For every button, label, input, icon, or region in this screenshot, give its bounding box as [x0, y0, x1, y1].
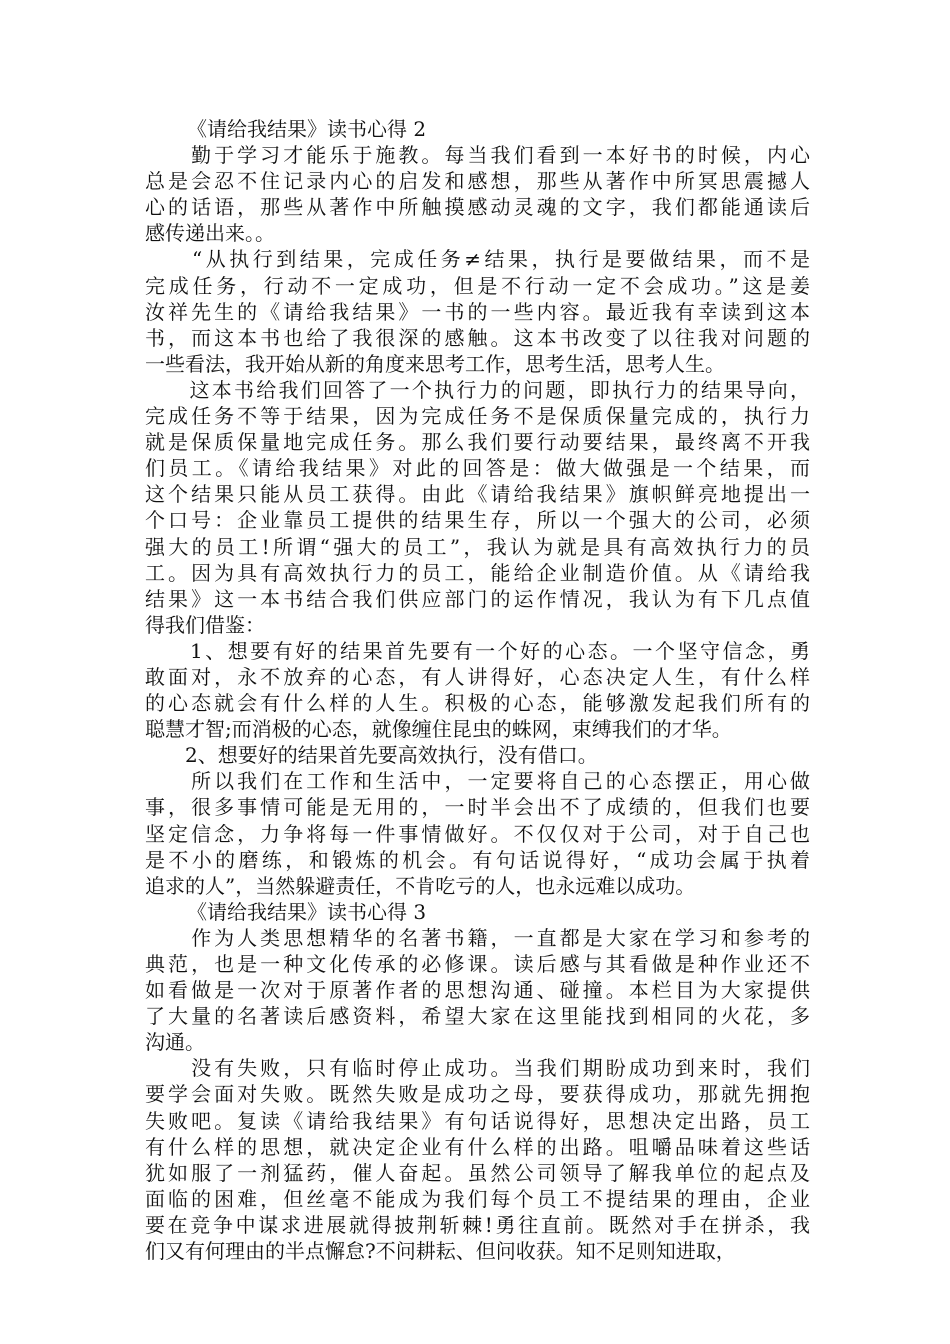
- text-line: 就是保质保量地完成任务。那么我们要行动要结果，最终离不开我: [145, 430, 810, 455]
- text-line: 事，很多事情可能是无用的，一时半会出不了成绩的，但我们也要: [145, 795, 810, 820]
- text-line: 了大量的名著读后感资料，希望大家在这里能找到相同的火花，多: [145, 1004, 810, 1029]
- section-heading: 《请给我结果》读书心得 3: [187, 899, 427, 924]
- text-line: 追求的人”，当然躲避责任，不肯吃亏的人，也永远难以成功。: [145, 873, 696, 898]
- text-line: 书，而这本书也给了我很深的感触。这本书改变了以往我对问题的: [145, 325, 810, 350]
- text-line: 强大的员工!所谓“强大的员工”，我认为就是具有高效执行力的员: [145, 534, 810, 559]
- text-line: 这个结果只能从员工获得。由此《请给我结果》旗帜鲜亮地提出一: [145, 482, 810, 507]
- text-line: 一些看法，我开始从新的角度来思考工作，思考生活，思考人生。: [145, 351, 725, 376]
- text-line: 有什么样的思想，就决定企业有什么样的出路。咀嚼品味着这些话: [145, 1134, 810, 1159]
- text-line: 面临的困难，但丝毫不能成为我们每个员工不提结果的理由，企业: [145, 1186, 810, 1211]
- text-line: 感传递出来。。: [145, 221, 275, 246]
- text-line: 作为人类思想精华的名著书籍，一直都是大家在学习和参考的: [145, 925, 810, 950]
- text-line: 们员工。《请给我结果》对此的回答是：做大做强是一个结果，而: [145, 456, 810, 481]
- paragraph: [145, 246, 810, 376]
- text-line: 汝祥先生的《请给我结果》一书的一些内容。最近我有幸读到这本: [145, 299, 810, 324]
- paragraph: [145, 925, 810, 1055]
- text-line: 要在竞争中谋求进展就得披荆斩棘!勇往直前。既然对手在拼杀，我: [145, 1212, 810, 1237]
- text-line: 结果》这一本书结合我们供应部门的运作情况，我认为有下几点值: [145, 586, 810, 611]
- text-line: 敢面对，永不放弃的心态，有人讲得好，心态决定人生，有什么样: [145, 664, 810, 689]
- text-line: 坚定信念，力争将每一件事情做好。不仅仅对于公司，对于自己也: [145, 821, 810, 846]
- text-line: 完成任务，行动不一定成功，但是不行动一定不会成功。”这是姜: [145, 273, 810, 298]
- text-line: 勤于学习才能乐于施教。每当我们看到一本好书的时候，内心: [145, 143, 810, 168]
- text-line: 2、想要好的结果首先要高效执行，没有借口。: [145, 743, 598, 768]
- text-line: 所以我们在工作和生活中，一定要将自己的心态摆正，用心做: [145, 769, 810, 794]
- document-page: [145, 116, 810, 1264]
- paragraph: [145, 377, 810, 638]
- paragraph: [145, 1055, 810, 1264]
- paragraph: [145, 142, 810, 246]
- section-heading: 《请给我结果》读书心得 2: [187, 117, 427, 141]
- text-line: 的心态就会有什么样的人生。积极的心态，能够激发起我们所有的: [145, 691, 810, 716]
- text-line: 没有失败，只有临时停止成功。当我们期盼成功到来时，我们: [145, 1056, 810, 1081]
- text-line: 心的话语，那些从著作中所触摸感动灵魂的文字，我们都能通读后: [145, 195, 810, 220]
- text-line: 失败吧。复读《请给我结果》有句话说得好，思想决定出路，员工: [145, 1108, 810, 1133]
- text-line: 总是会忍不住记录内心的启发和感想，那些从著作中所冥思震撼人: [145, 169, 810, 194]
- paragraph: [145, 638, 810, 742]
- text-line: 沟通。: [145, 1030, 205, 1055]
- text-line: 要学会面对失败。既然失败是成功之母，要获得成功，那就先拥抱: [145, 1082, 810, 1107]
- paragraph: [145, 742, 810, 768]
- text-line: 如看做是一次对于原著作者的思想沟通、碰撞。本栏目为大家提供: [145, 978, 810, 1003]
- text-line: 聪慧才智;而消极的心态，就像缠住昆虫的蛛网，束缚我们的才华。: [145, 717, 732, 742]
- text-line: 1、想要有好的结果首先要有一个好的心态。一个坚守信念，勇: [145, 638, 810, 663]
- paragraph: [145, 768, 810, 898]
- text-line: 犹如服了一剂猛药，催人奋起。虽然公司领导了解我单位的起点及: [145, 1160, 810, 1185]
- text-line: 得我们借鉴：: [145, 612, 265, 637]
- text-line: 完成任务不等于结果，因为完成任务不是保质保量完成的，执行力: [145, 404, 810, 429]
- text-line: 工。因为具有高效执行力的员工，能给企业制造价值。从《请给我: [145, 560, 810, 585]
- text-line: “从执行到结果，完成任务≠结果，执行是要做结果，而不是: [145, 247, 810, 272]
- text-line: 这本书给我们回答了一个执行力的问题，即执行力的结果导向，: [145, 377, 810, 402]
- text-line: 典范，也是一种文化传承的必修课。读后感与其看做是种作业还不: [145, 952, 810, 976]
- text-line: 个口号：企业靠员工提供的结果生存，所以一个强大的公司，必须: [145, 508, 810, 533]
- text-line: 们又有何理由的半点懈怠?不问耕耘、但问收获。知不足则知进取，: [145, 1239, 736, 1264]
- text-line: 是不小的磨练，和锻炼的机会。有句话说得好，“成功会属于执着: [145, 847, 810, 872]
